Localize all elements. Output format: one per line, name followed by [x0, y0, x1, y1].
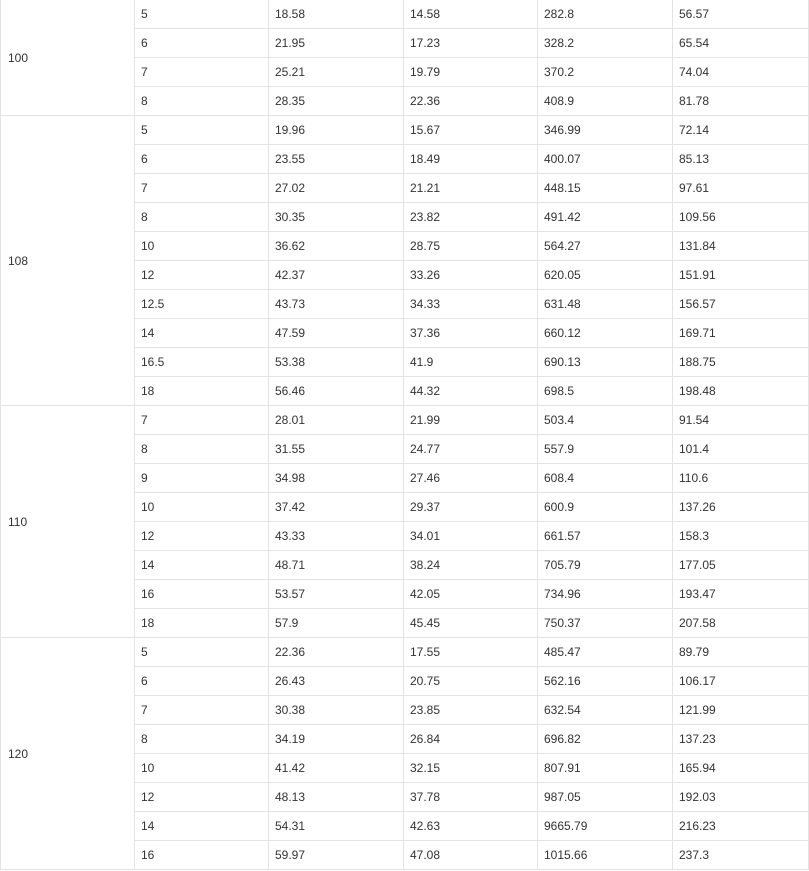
table-cell: 7	[135, 696, 269, 725]
table-cell: 19.96	[269, 116, 404, 145]
table-cell: 97.61	[673, 174, 809, 203]
table-cell: 5	[135, 638, 269, 667]
table-row	[1, 638, 809, 667]
table-cell: 17.23	[404, 29, 538, 58]
table-cell: 696.82	[538, 725, 673, 754]
group-label-cell: 110	[1, 406, 135, 638]
table-cell: 81.78	[673, 87, 809, 116]
table-cell: 20.75	[404, 667, 538, 696]
table-cell: 698.5	[538, 377, 673, 406]
table-cell: 24.77	[404, 435, 538, 464]
group-label-cell: 100	[1, 0, 135, 116]
table-cell: 5	[135, 0, 269, 29]
table-cell: 41.9	[404, 348, 538, 377]
table-cell: 48.13	[269, 783, 404, 812]
table-cell: 18	[135, 377, 269, 406]
table-cell: 57.9	[269, 609, 404, 638]
table-cell: 10	[135, 232, 269, 261]
table-cell: 16.5	[135, 348, 269, 377]
table-cell: 6	[135, 145, 269, 174]
table-cell: 177.05	[673, 551, 809, 580]
table-cell: 47.59	[269, 319, 404, 348]
table-cell: 25.21	[269, 58, 404, 87]
table-cell: 26.43	[269, 667, 404, 696]
table-cell: 59.97	[269, 841, 404, 870]
table-cell: 110.6	[673, 464, 809, 493]
table-cell: 400.07	[538, 145, 673, 174]
table-cell: 16	[135, 841, 269, 870]
table-cell: 36.62	[269, 232, 404, 261]
table-cell: 346.99	[538, 116, 673, 145]
table-cell: 34.98	[269, 464, 404, 493]
table-cell: 30.35	[269, 203, 404, 232]
table-cell: 56.46	[269, 377, 404, 406]
table-cell: 18.49	[404, 145, 538, 174]
table-cell: 216.23	[673, 812, 809, 841]
table-cell: 42.05	[404, 580, 538, 609]
table-cell: 198.48	[673, 377, 809, 406]
table-cell: 6	[135, 29, 269, 58]
table-cell: 22.36	[404, 87, 538, 116]
table-row	[1, 0, 809, 29]
table-cell: 15.67	[404, 116, 538, 145]
table-cell: 8	[135, 87, 269, 116]
table-cell: 1015.66	[538, 841, 673, 870]
table-cell: 23.82	[404, 203, 538, 232]
table-cell: 32.15	[404, 754, 538, 783]
table-cell: 485.47	[538, 638, 673, 667]
table-cell: 31.55	[269, 435, 404, 464]
table-cell: 158.3	[673, 522, 809, 551]
table-cell: 620.05	[538, 261, 673, 290]
table-cell: 42.37	[269, 261, 404, 290]
table-cell: 38.24	[404, 551, 538, 580]
table-cell: 661.57	[538, 522, 673, 551]
table-cell: 43.73	[269, 290, 404, 319]
table-cell: 9	[135, 464, 269, 493]
table-cell: 17.55	[404, 638, 538, 667]
table-cell: 408.9	[538, 87, 673, 116]
table-cell: 9665.79	[538, 812, 673, 841]
table-cell: 328.2	[538, 29, 673, 58]
table-cell: 21.21	[404, 174, 538, 203]
table-row	[1, 116, 809, 145]
spec-table-body	[1, 0, 809, 870]
table-cell: 987.05	[538, 783, 673, 812]
table-cell: 131.84	[673, 232, 809, 261]
table-cell: 237.3	[673, 841, 809, 870]
table-cell: 207.58	[673, 609, 809, 638]
table-cell: 14	[135, 812, 269, 841]
table-cell: 34.33	[404, 290, 538, 319]
table-cell: 448.15	[538, 174, 673, 203]
table-cell: 705.79	[538, 551, 673, 580]
table-cell: 137.23	[673, 725, 809, 754]
table-cell: 14	[135, 319, 269, 348]
table-cell: 608.4	[538, 464, 673, 493]
table-cell: 74.04	[673, 58, 809, 87]
table-cell: 16	[135, 580, 269, 609]
table-cell: 7	[135, 174, 269, 203]
table-cell: 34.19	[269, 725, 404, 754]
table-cell: 47.08	[404, 841, 538, 870]
table-cell: 188.75	[673, 348, 809, 377]
table-cell: 7	[135, 58, 269, 87]
table-cell: 192.03	[673, 783, 809, 812]
table-cell: 660.12	[538, 319, 673, 348]
table-cell: 41.42	[269, 754, 404, 783]
table-cell: 72.14	[673, 116, 809, 145]
table-cell: 89.79	[673, 638, 809, 667]
table-cell: 22.36	[269, 638, 404, 667]
table-cell: 734.96	[538, 580, 673, 609]
table-cell: 12	[135, 261, 269, 290]
table-cell: 37.42	[269, 493, 404, 522]
table-cell: 14.58	[404, 0, 538, 29]
table-cell: 14	[135, 551, 269, 580]
table-cell: 137.26	[673, 493, 809, 522]
table-cell: 12.5	[135, 290, 269, 319]
table-cell: 8	[135, 725, 269, 754]
group-label-cell: 108	[1, 116, 135, 406]
table-cell: 53.38	[269, 348, 404, 377]
table-cell: 564.27	[538, 232, 673, 261]
table-cell: 8	[135, 435, 269, 464]
table-cell: 750.37	[538, 609, 673, 638]
table-cell: 562.16	[538, 667, 673, 696]
table-cell: 53.57	[269, 580, 404, 609]
table-cell: 85.13	[673, 145, 809, 174]
table-cell: 91.54	[673, 406, 809, 435]
table-cell: 19.79	[404, 58, 538, 87]
table-cell: 10	[135, 754, 269, 783]
table-cell: 65.54	[673, 29, 809, 58]
table-cell: 109.56	[673, 203, 809, 232]
table-cell: 165.94	[673, 754, 809, 783]
table-cell: 151.91	[673, 261, 809, 290]
table-cell: 632.54	[538, 696, 673, 725]
table-cell: 33.26	[404, 261, 538, 290]
table-cell: 18	[135, 609, 269, 638]
table-cell: 282.8	[538, 0, 673, 29]
table-cell: 48.71	[269, 551, 404, 580]
table-cell: 42.63	[404, 812, 538, 841]
table-cell: 193.47	[673, 580, 809, 609]
table-cell: 156.57	[673, 290, 809, 319]
table-cell: 106.17	[673, 667, 809, 696]
table-cell: 44.32	[404, 377, 538, 406]
table-cell: 8	[135, 203, 269, 232]
table-cell: 28.35	[269, 87, 404, 116]
table-cell: 7	[135, 406, 269, 435]
table-cell: 600.9	[538, 493, 673, 522]
table-cell: 12	[135, 522, 269, 551]
table-cell: 23.85	[404, 696, 538, 725]
table-cell: 30.38	[269, 696, 404, 725]
table-cell: 21.99	[404, 406, 538, 435]
table-cell: 503.4	[538, 406, 673, 435]
table-cell: 29.37	[404, 493, 538, 522]
table-cell: 101.4	[673, 435, 809, 464]
table-cell: 370.2	[538, 58, 673, 87]
table-row	[1, 406, 809, 435]
group-label-cell: 120	[1, 638, 135, 870]
table-cell: 34.01	[404, 522, 538, 551]
table-cell: 21.95	[269, 29, 404, 58]
table-cell: 37.36	[404, 319, 538, 348]
table-cell: 6	[135, 667, 269, 696]
table-cell: 28.01	[269, 406, 404, 435]
table-cell: 557.9	[538, 435, 673, 464]
table-cell: 23.55	[269, 145, 404, 174]
table-cell: 5	[135, 116, 269, 145]
table-cell: 631.48	[538, 290, 673, 319]
table-cell: 491.42	[538, 203, 673, 232]
table-cell: 56.57	[673, 0, 809, 29]
table-cell: 37.78	[404, 783, 538, 812]
table-cell: 12	[135, 783, 269, 812]
table-cell: 27.46	[404, 464, 538, 493]
table-cell: 18.58	[269, 0, 404, 29]
table-cell: 10	[135, 493, 269, 522]
table-cell: 54.31	[269, 812, 404, 841]
table-cell: 27.02	[269, 174, 404, 203]
table-cell: 45.45	[404, 609, 538, 638]
table-cell: 26.84	[404, 725, 538, 754]
table-cell: 169.71	[673, 319, 809, 348]
table-cell: 121.99	[673, 696, 809, 725]
table-cell: 807.91	[538, 754, 673, 783]
table-cell: 690.13	[538, 348, 673, 377]
table-cell: 28.75	[404, 232, 538, 261]
table-cell: 43.33	[269, 522, 404, 551]
